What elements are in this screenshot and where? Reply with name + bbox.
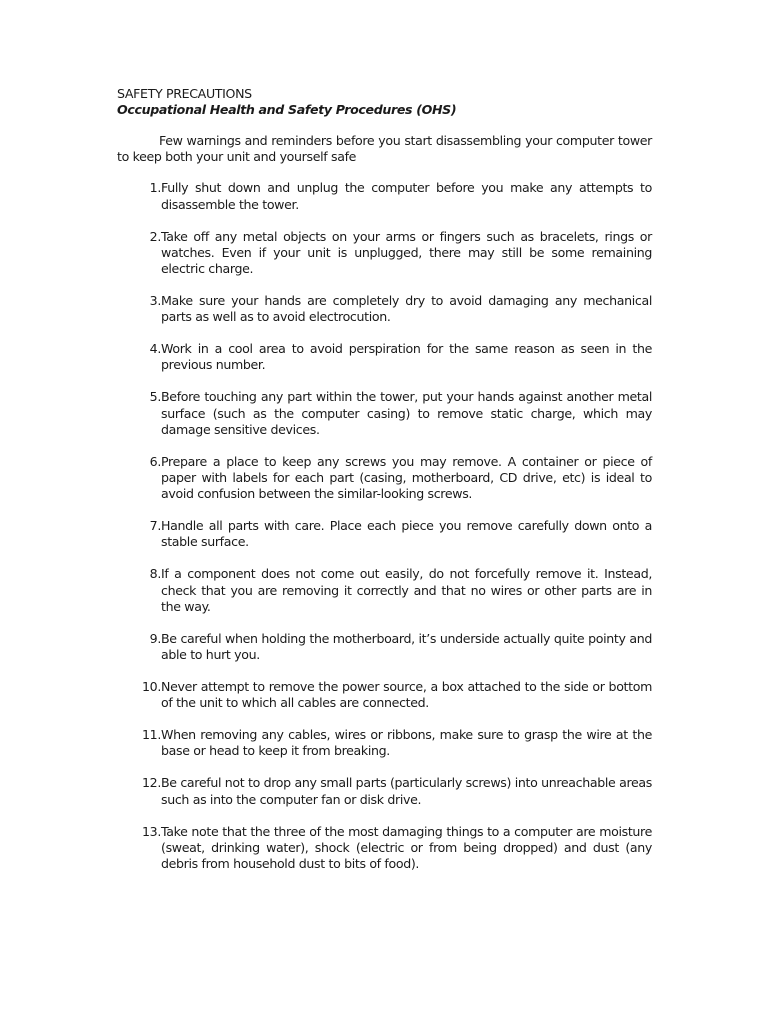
list-item — [117, 180, 652, 212]
item-number: 1. — [149, 180, 161, 196]
item-text: Prepare a place to keep any screws you may remove. A container or piece of paper with labels for each part (casing, motherboard, CD drive, etc) is ideal to avoid confusion between the similar-looking screws. — [161, 453, 652, 502]
item-text: Be careful when holding the motherboard, it’s underside actually quite pointy and able to hurt you. — [161, 630, 652, 663]
item-text: Fully shut down and unplug the computer before you make any attempts to disassemble the tower. — [161, 180, 652, 212]
item-number: 5. — [149, 389, 161, 405]
item-number: 4. — [149, 341, 161, 357]
item-text: Before touching any part within the tower, put your hands against another metal surface (such as the computer casing) to remove static charge, which may damage sensitive devices. — [161, 389, 652, 437]
list-item — [117, 727, 652, 759]
item-text: Make sure your hands are completely dry to avoid damaging any mechanical parts as well as to avoid electrocution. — [161, 293, 652, 325]
document-body — [117, 86, 652, 888]
item-number: 9. — [149, 630, 161, 646]
item-number: 11. — [142, 727, 161, 743]
item-number: 6. — [149, 453, 161, 469]
list-item — [117, 631, 652, 663]
list-item — [117, 454, 652, 503]
precautions-list — [117, 180, 652, 872]
item-number: 8. — [149, 566, 161, 582]
item-text: Never attempt to remove the power source, a box attached to the side or bottom of the unit to which all cables are connected. — [161, 679, 652, 711]
item-number: 7. — [149, 518, 161, 534]
list-item — [117, 679, 652, 711]
intro-paragraph: Few warnings and reminders before you start disassembling your computer tower to keep both your unit and yourself safe — [117, 133, 652, 165]
item-text: Take off any metal objects on your arms or fingers such as bracelets, rings or watches. Even if your unit is unplugged, there may still be some remaining electric charge. — [161, 228, 652, 277]
list-item — [117, 229, 652, 278]
list-item — [117, 389, 652, 438]
list-item — [117, 341, 652, 373]
item-text: Work in a cool area to avoid perspiration for the same reason as seen in the previous number. — [161, 341, 652, 373]
item-number: 10. — [142, 679, 161, 695]
list-item — [117, 293, 652, 325]
item-number: 13. — [142, 823, 161, 839]
item-text: If a component does not come out easily, do not forcefully remove it. Instead, check that you are removing it correctly and that no wires or other parts are in the way. — [161, 566, 652, 614]
document-title: SAFETY PRECAUTIONS — [117, 86, 252, 101]
item-number: 12. — [142, 775, 161, 791]
item-text: Be careful not to drop any small parts (particularly screws) into unreachable areas such as into the computer fan or disk drive. — [161, 775, 652, 807]
item-text: Handle all parts with care. Place each piece you remove carefully down onto a stable surface. — [161, 518, 652, 550]
list-item — [117, 824, 652, 873]
item-number: 2. — [149, 228, 161, 244]
document-subtitle: Occupational Health and Safety Procedures (OHS) — [117, 102, 457, 117]
item-text: When removing any cables, wires or ribbons, make sure to grasp the wire at the base or head to keep it from breaking. — [161, 727, 652, 759]
list-item — [117, 566, 652, 615]
list-item — [117, 518, 652, 550]
item-text: Take note that the three of the most damaging things to a computer are moisture (sweat, drinking water), shock (electric or from being dropped) and dust (any debris from household dust to bits of food). — [161, 823, 652, 872]
list-item — [117, 775, 652, 807]
item-number: 3. — [149, 293, 161, 309]
